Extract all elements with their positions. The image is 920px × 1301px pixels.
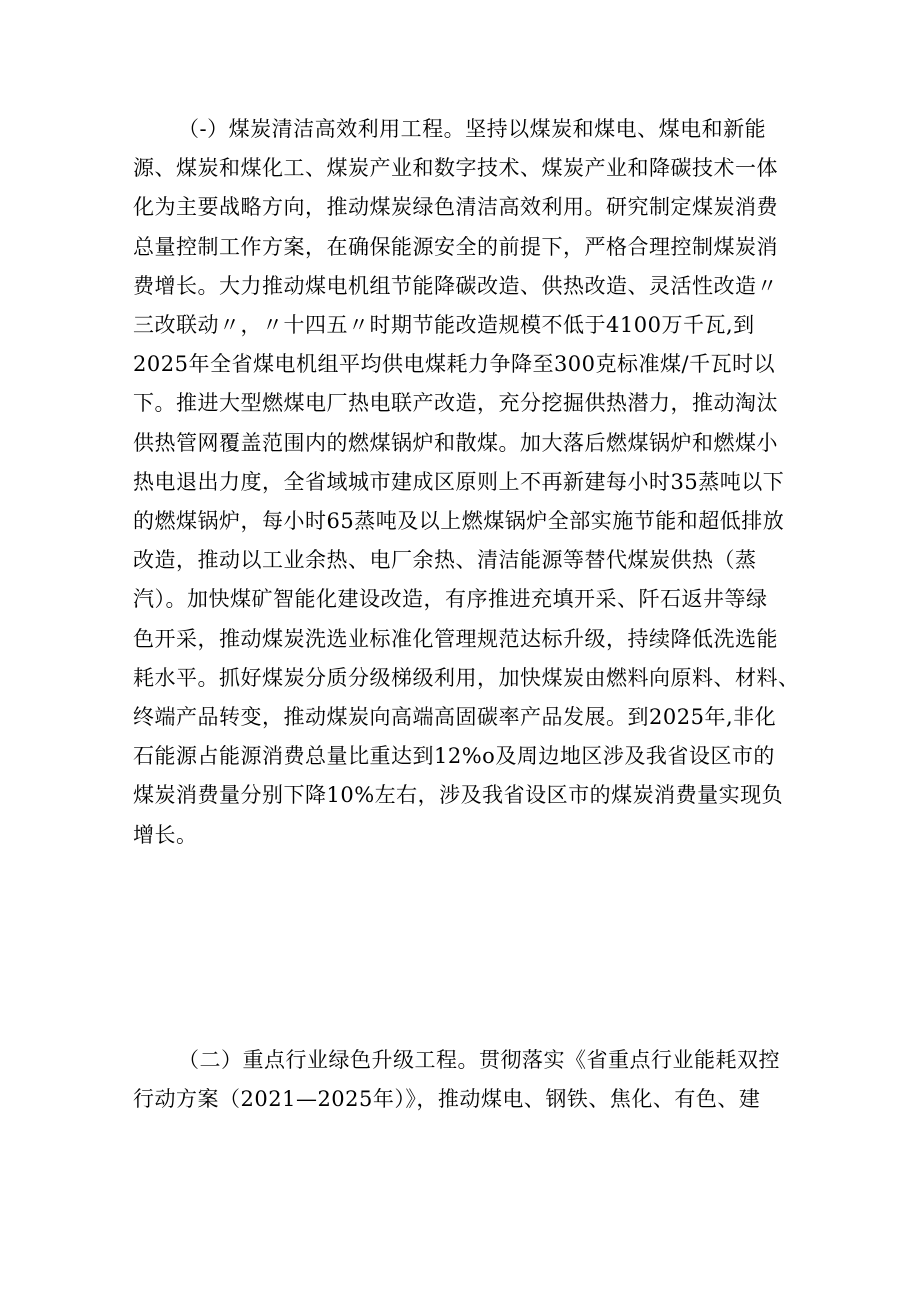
text-line: 2025年全省煤电机组平均供电煤耗力争降至300克标准煤/千瓦时以 (133, 352, 776, 377)
text-line: 石能源占能源消费总量比重达到12%o及周边地区涉及我省设区市的 (133, 744, 775, 769)
text-line: 热电退出力度，全省域城市建成区原则上不再新建每小时35蒸吨以下 (133, 469, 785, 494)
text-line: 行动方案（2021—2025年）》，推动煤电、钢铁、焦化、有色、建 (133, 1087, 761, 1112)
text-line: 三改联动〃，〃十四五〃时期节能改造规模不低于4100万千瓦,到 (133, 313, 755, 337)
text-line: 总量控制工作方案，在确保能源安全的前提下，严格合理控制煤炭消 (133, 234, 778, 259)
text-line: 色开采，推动煤炭洗选业标准化管理规范达标升级，持续降低洗选能 (133, 626, 778, 651)
text-line: 费增长。大力推动煤电机组节能降碳改造、供热改造、灵活性改造〃 (133, 273, 778, 298)
text-line: 改造，推动以工业余热、电厂余热、清洁能源等替代煤炭供热（蒸 (133, 548, 757, 573)
text-line: 的燃煤锅炉，每小时65蒸吨及以上燃煤锅炉全部实施节能和超低排放 (133, 509, 785, 533)
text-line: 下。推进大型燃煤电厂热电联产改造，充分挖掘供热潜力，推动淘汰 (133, 391, 778, 416)
text-line: 源、煤炭和煤化工、煤炭产业和数字技术、煤炭产业和降碳技术一体 (133, 156, 778, 181)
text-line: 耗水平。抓好煤炭分质分级梯级利用，加快煤炭由燃料向原料、材料、 (133, 665, 800, 690)
text-line: 终端产品转变，推动煤炭向高端高固碳率产品发展。到2025年,非化 (133, 705, 777, 729)
text-line: （-）煤炭清洁高效利用工程。坚持以煤炭和煤电、煤电和新能 (178, 117, 767, 141)
text-line: 煤炭消费量分别下降10%左右，涉及我省设区市的煤炭消费量实现负 (133, 783, 784, 808)
text-line: （二）重点行业绿色升级工程。贯彻落实《省重点行业能耗双控 (178, 1048, 780, 1072)
text-line: 汽）。加快煤矿智能化建设改造，有序推进充填开采、阡石返井等绿 (133, 587, 768, 612)
text-line: 供热管网覆盖范围内的燃煤锅炉和散煤。加大落后燃煤锅炉和燃煤小 (133, 430, 778, 455)
text-line: 增长。 (133, 822, 198, 847)
text-line: 化为主要战略方向，推动煤炭绿色清洁高效利用。研究制定煤炭消费 (133, 195, 778, 220)
